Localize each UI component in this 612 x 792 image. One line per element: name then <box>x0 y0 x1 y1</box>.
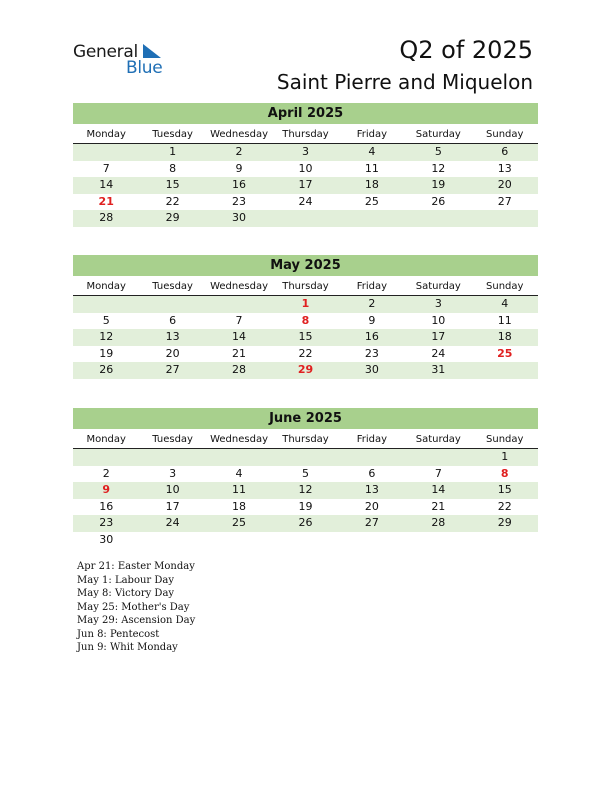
logo-general-text: General <box>73 42 138 62</box>
date-cell: 8 <box>169 161 177 175</box>
holiday-list <box>77 560 195 655</box>
date-cell: 27 <box>364 516 379 529</box>
week-row <box>73 144 538 161</box>
holiday-list-item: May 1: Labour Day <box>77 574 174 586</box>
date-cell: 1 <box>501 450 509 463</box>
date-cell: 2 <box>368 297 376 310</box>
logo-blue-text: Blue <box>126 58 163 78</box>
weekday-label: Tuesday <box>152 129 193 140</box>
date-cell: 28 <box>232 363 247 376</box>
date-cell <box>139 532 205 549</box>
weekday-label: Sunday <box>486 129 524 140</box>
date-cell: 24 <box>431 346 446 360</box>
date-cell <box>405 210 471 227</box>
date-cell <box>339 449 405 466</box>
date-cell: 18 <box>232 499 247 513</box>
weekday-label: Sunday <box>486 281 524 292</box>
date-cell: 28 <box>431 516 446 529</box>
holiday-date-cell: 1 <box>301 297 310 310</box>
date-cell: 14 <box>232 330 247 343</box>
week-row <box>73 210 538 227</box>
week-row <box>73 532 538 549</box>
date-cell: 24 <box>165 516 180 529</box>
date-cell <box>472 210 538 227</box>
date-cell <box>73 296 139 313</box>
month-title: May 2025 <box>73 255 538 276</box>
month-title: April 2025 <box>73 103 538 124</box>
date-cell: 3 <box>301 145 309 158</box>
date-cell: 19 <box>298 499 313 513</box>
weekday-label: Monday <box>86 281 126 292</box>
date-cell: 7 <box>434 466 442 480</box>
date-cell: 30 <box>232 211 247 224</box>
date-cell: 1 <box>169 145 177 158</box>
weekday-header-row <box>73 431 538 449</box>
date-cell: 30 <box>99 532 114 546</box>
date-cell <box>272 449 338 466</box>
date-cell: 10 <box>298 161 313 175</box>
date-cell: 25 <box>232 516 247 529</box>
week-row <box>73 313 538 330</box>
date-cell <box>73 144 139 161</box>
holiday-date-cell: 25 <box>497 346 513 360</box>
date-cell: 22 <box>298 346 313 360</box>
date-cell: 21 <box>232 346 247 360</box>
date-cell: 2 <box>235 145 243 158</box>
date-cell: 18 <box>497 330 512 343</box>
weekday-label: Friday <box>356 281 388 292</box>
date-cell: 7 <box>235 313 243 327</box>
page-title: Q2 of 2025 <box>399 36 533 64</box>
week-row <box>73 482 538 499</box>
date-cell: 16 <box>99 499 114 513</box>
weekday-label: Sunday <box>486 434 524 445</box>
weekday-label: Monday <box>86 434 126 445</box>
date-cell: 20 <box>497 178 512 191</box>
week-row <box>73 194 538 211</box>
date-cell: 19 <box>431 178 446 191</box>
date-cell <box>339 210 405 227</box>
date-cell: 5 <box>434 145 442 158</box>
weekday-label: Wednesday <box>210 434 268 445</box>
date-cell: 23 <box>364 346 379 360</box>
week-row <box>73 329 538 346</box>
weekday-label: Thursday <box>282 129 329 140</box>
date-cell <box>339 532 405 549</box>
date-cell: 25 <box>364 194 379 208</box>
date-cell: 13 <box>497 161 512 175</box>
date-cell: 14 <box>99 178 114 191</box>
date-cell: 17 <box>431 330 446 343</box>
weekday-label: Saturday <box>415 434 461 445</box>
date-cell: 3 <box>169 466 177 480</box>
date-cell: 6 <box>368 466 376 480</box>
week-row <box>73 346 538 363</box>
date-cell: 11 <box>497 313 512 327</box>
week-row <box>73 466 538 483</box>
date-cell: 23 <box>99 516 114 529</box>
date-cell: 12 <box>431 161 446 175</box>
date-cell: 17 <box>298 178 313 191</box>
date-cell: 9 <box>235 161 243 175</box>
week-row <box>73 499 538 516</box>
date-cell: 28 <box>99 211 114 224</box>
date-cell <box>472 532 538 549</box>
date-cell: 26 <box>298 516 313 529</box>
date-cell: 11 <box>364 161 379 175</box>
date-cell: 16 <box>364 330 379 343</box>
date-cell: 3 <box>434 297 442 310</box>
date-cell: 12 <box>298 483 313 496</box>
date-cell <box>405 449 471 466</box>
holiday-date-cell: 21 <box>98 194 114 208</box>
holiday-date-cell: 29 <box>297 363 314 376</box>
date-cell: 4 <box>501 297 509 310</box>
weekday-label: Monday <box>86 129 126 140</box>
date-cell: 31 <box>431 363 446 376</box>
weekday-label: Tuesday <box>152 281 193 292</box>
week-row <box>73 515 538 532</box>
month-title: June 2025 <box>73 408 538 429</box>
date-cell: 15 <box>298 330 313 343</box>
holiday-list-item: Jun 8: Pentecost <box>77 628 160 640</box>
week-row <box>73 296 538 313</box>
date-cell: 16 <box>232 178 247 191</box>
week-row <box>73 177 538 194</box>
date-cell: 18 <box>364 178 379 191</box>
week-row <box>73 449 538 466</box>
holiday-list-item: Apr 21: Easter Monday <box>77 561 195 572</box>
date-cell: 4 <box>368 145 376 158</box>
weekday-label: Saturday <box>415 129 461 140</box>
weekday-label: Friday <box>356 129 388 140</box>
month-april <box>73 103 538 227</box>
holiday-date-cell: 8 <box>301 313 310 327</box>
weekday-label: Wednesday <box>210 129 268 140</box>
date-cell <box>139 449 205 466</box>
date-cell: 20 <box>364 499 379 513</box>
date-cell: 29 <box>497 516 512 529</box>
weekday-header-row <box>73 278 538 296</box>
date-cell <box>206 532 272 549</box>
date-cell: 14 <box>431 483 446 496</box>
weekday-label: Wednesday <box>210 281 268 292</box>
date-cell: 29 <box>165 211 180 224</box>
date-cell: 10 <box>165 483 180 496</box>
holiday-list-item: May 25: Mother's Day <box>77 601 190 613</box>
weekday-header-row <box>73 126 538 144</box>
weekday-label: Saturday <box>415 281 461 292</box>
date-cell: 15 <box>497 483 512 496</box>
date-cell: 10 <box>431 313 446 327</box>
holiday-date-cell: 8 <box>500 466 509 480</box>
date-cell: 13 <box>165 330 180 343</box>
date-cell: 17 <box>165 499 180 513</box>
date-cell: 26 <box>431 194 446 208</box>
date-cell: 27 <box>165 363 180 376</box>
date-cell: 20 <box>165 346 180 360</box>
date-cell: 27 <box>497 194 512 208</box>
date-cell: 30 <box>364 363 379 376</box>
date-cell <box>206 296 272 313</box>
date-cell: 21 <box>431 499 446 513</box>
page-subtitle: Saint Pierre and Miquelon <box>276 70 533 94</box>
date-cell: 19 <box>99 346 114 360</box>
date-cell: 23 <box>232 194 247 208</box>
date-cell <box>472 362 538 379</box>
generalblue-logo <box>73 42 173 78</box>
date-cell <box>139 296 205 313</box>
weekday-label: Thursday <box>282 434 329 445</box>
date-cell: 13 <box>364 483 379 496</box>
date-cell: 9 <box>368 313 376 327</box>
date-cell: 12 <box>99 330 114 343</box>
date-cell: 26 <box>99 363 114 376</box>
date-cell: 22 <box>497 499 512 513</box>
date-cell: 5 <box>102 313 110 327</box>
date-cell: 24 <box>298 194 313 208</box>
date-cell: 6 <box>501 145 509 158</box>
date-cell <box>272 532 338 549</box>
holiday-list-item: May 29: Ascension Day <box>77 615 196 626</box>
date-cell <box>272 210 338 227</box>
weekday-label: Friday <box>356 434 388 445</box>
date-cell: 2 <box>102 466 110 480</box>
date-cell: 15 <box>165 178 180 191</box>
date-cell: 6 <box>169 313 177 327</box>
holiday-list-item: Jun 9: Whit Monday <box>77 642 178 653</box>
week-row <box>73 362 538 379</box>
date-cell <box>206 449 272 466</box>
weekday-label: Thursday <box>282 281 329 292</box>
date-cell <box>405 532 471 549</box>
date-cell: 5 <box>301 466 309 480</box>
weekday-label: Tuesday <box>152 434 193 445</box>
date-cell: 22 <box>165 194 180 208</box>
week-row <box>73 161 538 178</box>
date-cell: 4 <box>235 466 243 480</box>
month-june <box>73 408 538 548</box>
date-cell: 11 <box>232 483 247 496</box>
month-may <box>73 255 538 379</box>
holiday-date-cell: 9 <box>102 483 111 496</box>
date-cell: 7 <box>102 161 110 175</box>
date-cell <box>73 449 139 466</box>
holiday-list-item: May 8: Victory Day <box>77 588 175 599</box>
